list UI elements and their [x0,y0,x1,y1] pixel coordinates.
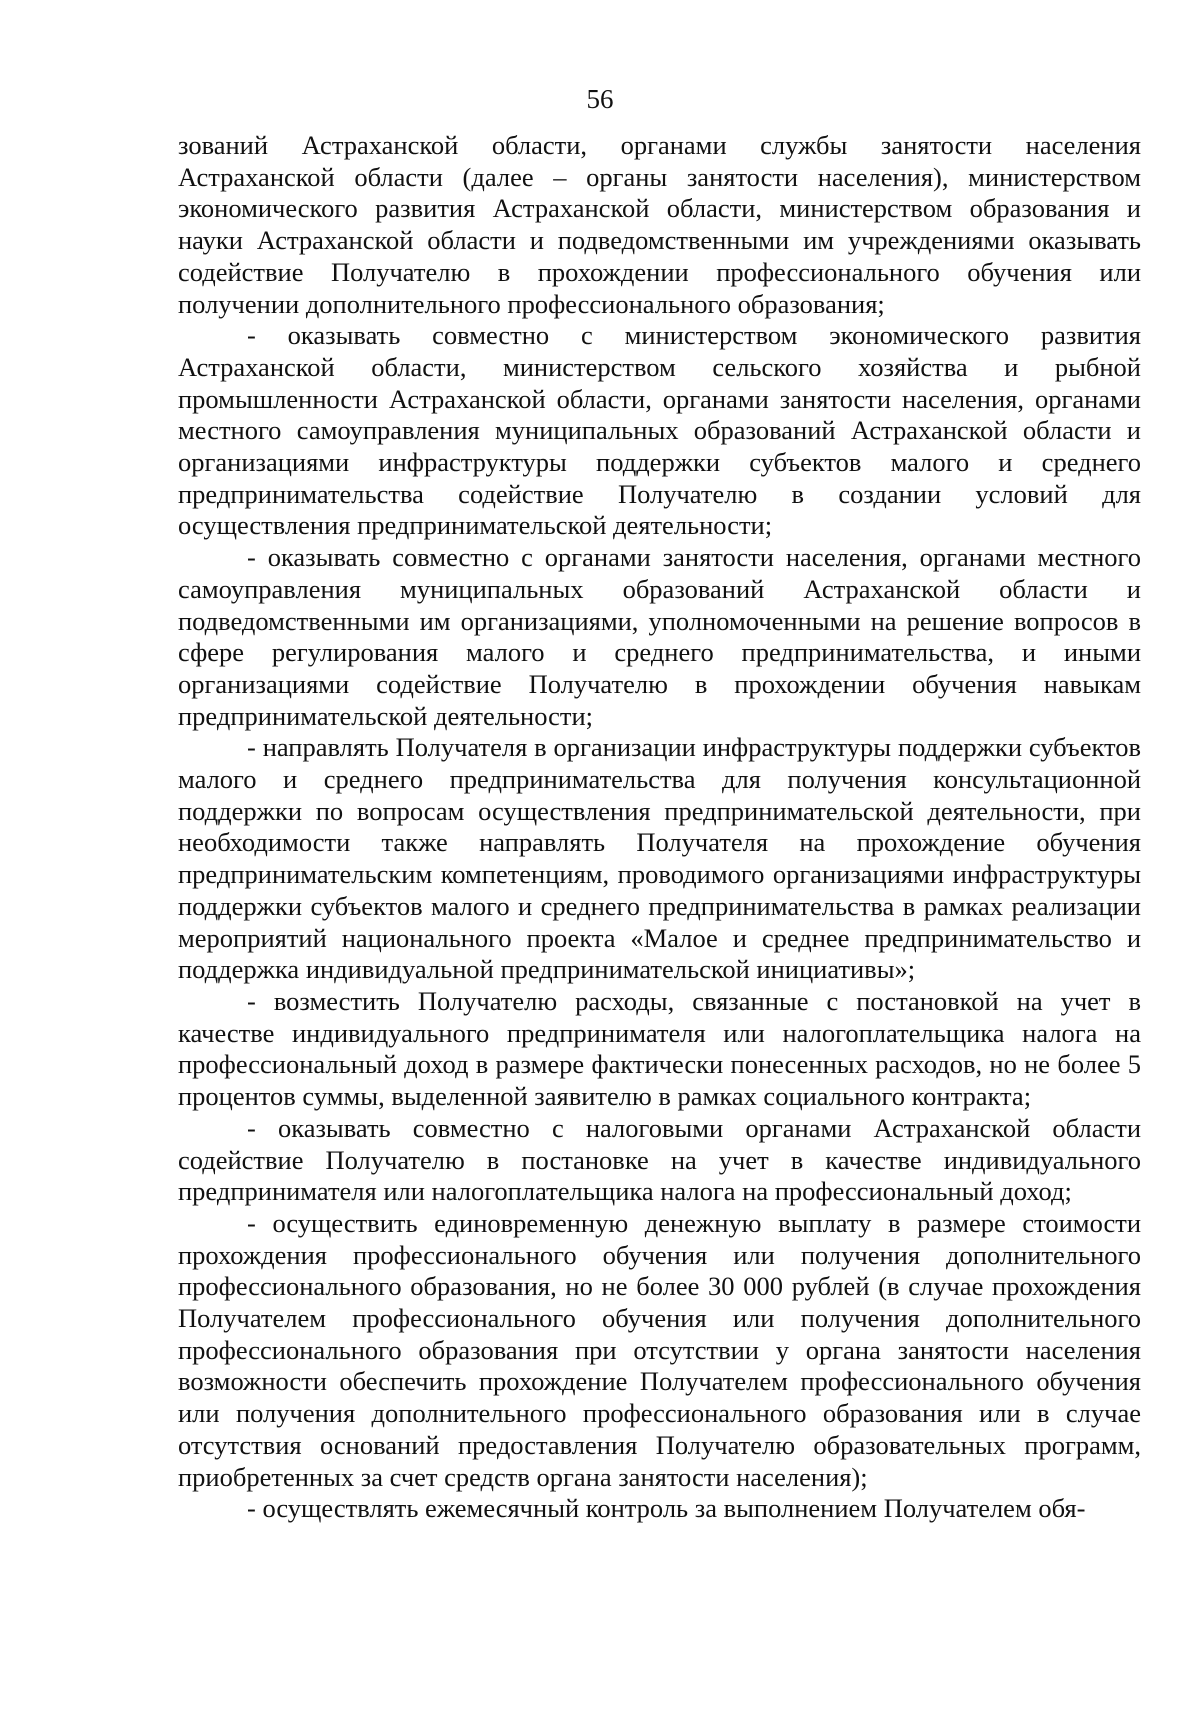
paragraph-one-time-payment: - осуществить единовременную денежную выплату в размере стоимости прохождения профессионального обучения или получения дополнительного профессионального образования, но не более 30 000 рублей (в случае прохождения Получателем профессионального обучения или получения дополнительного профессионального образования при отсутствии у органа занятости населения возможности обеспечить прохождение Получателем профессионального обучения или получения дополнительного профессионального образования или в случае отсутствия оснований предоставления Получателю образовательных программ, приобретенных за счет средств органа занятости населения); [178,1207,1141,1492]
paragraph-tax-registration: - оказывать совместно с налоговыми органами Астраханской области содействие Получателю в постановке на учет в качестве индивидуального предпринимателя или налогоплательщика налога на профессиональный доход; [178,1112,1141,1207]
paragraph-monthly-control: - осуществлять ежемесячный контроль за выполнением Получателем обя- [247,1493,1086,1524]
paragraph-registration-costs: - возместить Получателю расходы, связанные с постановкой на учет в качестве индивидуального предпринимателя или налогоплательщика налога на профессиональный доход в размере фактически понесенных расходов, но не более 5 процентов суммы, выделенной заявителю в рамках социального контракта; [178,985,1141,1112]
paragraph-business-conditions: - оказывать совместно с министерством экономического развития Астраханской области, министерством сельского хозяйства и рыбной промышленности Астраханской области, органами занятости населения, органами местного самоуправления муниципальных образований Астраханской области и организациями инфраструктуры поддержки субъектов малого и среднего предпринимательства содействие Получателю в создании условий для осуществления предпринимательской деятельности; [178,320,1141,541]
page-number: 56 [586,84,614,114]
paragraph-consulting-support: - направлять Получателя в организации инфраструктуры поддержки субъектов малого и среднего предпринимательства для получения консультационной поддержки по вопросам осуществления предпринимательской деятельности, при необходимости также направлять Получателя на прохождение обучения предпринимательским компетенциям, проводимого организациями инфраструктуры поддержки субъектов малого и среднего предпринимательства в рамках реализации мероприятий национального проекта «Малое и среднее предпринимательство и поддержка индивидуальной предпринимательской инициативы»; [178,732,1141,985]
body-text [178,130,1141,1525]
paragraph-business-training: - оказывать совместно с органами занятости населения, органами местного самоуправления муниципальных образований Астраханской области и подведомственными им организациями, уполномоченными на решение вопросов в сфере регулирования малого и среднего предпринимательства, и иными организациями содействие Получателю в прохождении обучения навыкам предпринимательской деятельности; [178,542,1141,731]
paragraph-continuation: зований Астраханской области, органами службы занятости населения Астраханской области (далее – органы занятости населения), министерством экономического развития Астраханской области, министерством образования и науки Астраханской области и подведомственными им учреждениями оказывать содействие Получателю в прохождении профессионального обучения или получении дополнительного профессионального образования; [178,130,1141,319]
